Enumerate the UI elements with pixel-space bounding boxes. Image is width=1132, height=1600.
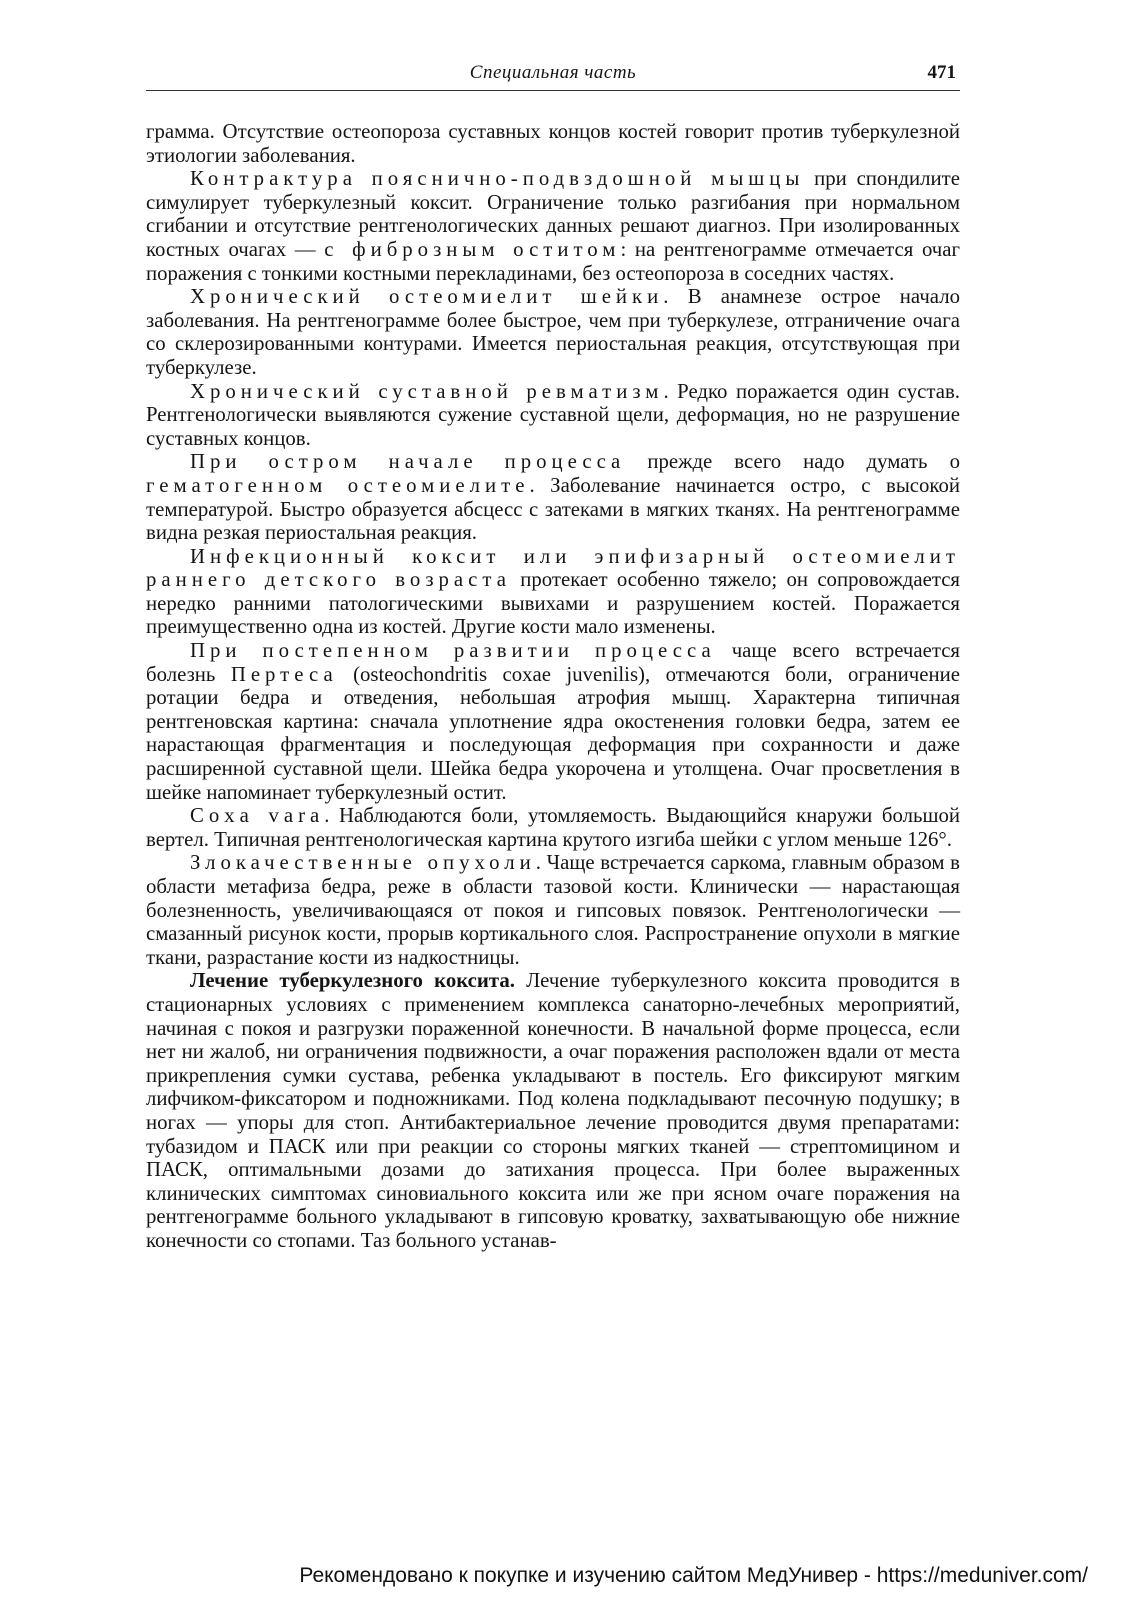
spaced-term: гематогенном остеомиелите	[146, 473, 530, 497]
paragraph-text: (osteochondritis coxae juvenilis), отмечаются боли, ограничение ротации бедра и отведения, небольшая атрофия мышц. Характерна типичная рентгеновская картина: сначала уплотнение ядра окостенения головки бедра, затем ее нарастающая фрагментация и последующая деформация при сохранности и даже расширенной суставной щели. Шейка бедра укорочена и утолщена. Очаг просветления в шейке напоминает туберкулезный остит.	[146, 662, 960, 804]
paragraph-text: чаще всего встречается болезнь	[146, 639, 960, 686]
paragraph	[146, 285, 960, 379]
spaced-term: Хронический остеомиелит шейки	[190, 285, 664, 309]
section-heading: Лечение туберкулезного коксита.	[190, 969, 515, 993]
page-body	[146, 120, 960, 1253]
paragraph	[146, 167, 960, 285]
paragraph	[146, 450, 960, 544]
paragraph-text: . Редко поражается один сустав. Рентгенологически выявляются сужение суставной щели, деформация, но не разрушение суставных концов.	[146, 379, 960, 450]
paragraph-text: . Чаще встречается саркома, главным образом в области метафиза бедра, реже в области тазовой кости. Клинически — нарастающая болезненность, увеличивающаяся от покоя и гипсовых повязок. Рентгенологически — смазанный рисунок кости, прорыв кортикального слоя. Распространение опухоли в мягкие ткани, разрастание кости из надкостницы.	[146, 851, 960, 969]
paragraph-text: грамма. Отсутствие остеопороза суставных концов костей говорит против туберкулезной этиологии заболевания.	[146, 120, 960, 167]
paragraph-text: при спондилите симулирует туберкулезный коксит. Ограничение только разгибания при нормальном сгибании и отсутствие рентгенологических данных решают диагноз. При изолированных костных очагах —	[146, 167, 960, 261]
spaced-term: с фиброзным оститом	[324, 237, 621, 261]
paragraph-text: протекает особенно тяжело; он сопровождается нередко ранними патологическими вывихами и разрушением костей. Поражается преимущественно одна из костей. Другие кости мало изменены.	[146, 568, 960, 639]
spaced-term: Злокачественные опухоли	[190, 851, 536, 875]
paragraph	[146, 639, 960, 804]
running-title: Специальная часть	[469, 62, 637, 83]
paragraph-text: . В анамнезе острое начало заболевания. На рентгенограмме более быстрое, чем при туберкулезе, отграничение очага со склерозированными контурами. Имеется периостальная реакция, отсутствующая при туберкулезе.	[146, 285, 960, 379]
spaced-term: При постепенном развитии процесса	[190, 639, 716, 663]
paragraph	[146, 120, 960, 167]
spaced-term: Пертеса	[230, 662, 338, 686]
spaced-term: Coxa vara	[190, 804, 325, 828]
paragraph-text: . Наблюдаются боли, утомляемость. Выдающийся кнаружи большой вертел. Типичная рентгенологическая картина крутого изгиба шейки с углом меньше 126°.	[146, 804, 961, 851]
paragraph	[146, 804, 960, 851]
paragraph-text: Лечение туберкулезного коксита проводится в стационарных условиях с применением комплекса санаторно-лечебных мероприятий, начиная с покоя и разгрузки пораженной конечности. В начальной форме процесса, если нет ни жалоб, ни ограничения подвижности, а очаг поражения расположен вдали от места прикрепления сумки сустава, ребенка укладывают в постель. Его фиксируют мягким лифчиком-фиксатором и подножниками. Под колена подкладывают песочную подушку; в ногах — упоры для стоп. Антибактериальное лечение проводится двумя препаратами: тубазидом и ПАСК или при реакции со стороны мягких тканей — стрептомицином и ПАСК, оптимальными дозами до затихания процесса. При более выраженных клинических симптомах синовиального коксита или же при ясном очаге поражения на рентгенограмме больного укладывают в гипсовую кроватку, захватывающую обе нижние конечности со стопами. Таз больного устанав-	[146, 969, 960, 1252]
paragraph	[146, 380, 960, 451]
spaced-term: Хронический суставной ревматизм	[190, 379, 664, 403]
page-number: 471	[927, 62, 956, 83]
paragraph	[146, 851, 960, 969]
running-header	[146, 60, 960, 91]
spaced-term: При остром начале процесса	[190, 450, 626, 474]
paragraph	[146, 545, 960, 639]
spaced-term: Инфекционный коксит или эпифизарный остеомиелит раннего детского возраста	[146, 544, 960, 592]
paragraph-text: . Заболевание начинается остро, с высокой температурой. Быстро образуется абсцесс с затеками в мягких тканях. На рентгенограмме видна резкая периостальная реакция.	[146, 473, 960, 545]
spaced-term: Контрактура пояснично-подвздошной мышцы	[190, 167, 805, 191]
paragraph	[146, 969, 960, 1252]
paragraph-text: прежде всего надо думать о	[625, 450, 960, 474]
paragraph-text: : на рентгенограмме отмечается очаг поражения с тонкими костными перекладинами, без остеопороза в соседних частях.	[146, 237, 961, 285]
footer-notice: Рекомендовано к покупке и изучению сайтом МедУнивер - https://meduniver.com/	[299, 1564, 1088, 1587]
